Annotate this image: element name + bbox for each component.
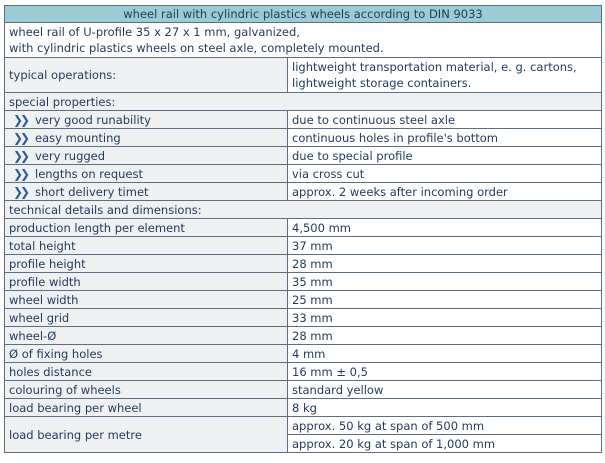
description-cell	[5, 23, 602, 58]
table-row	[5, 147, 602, 165]
feature-value: continuous holes in profile's bottom	[288, 129, 602, 147]
table-row	[5, 237, 602, 255]
spec-value: 28 mm	[288, 255, 602, 273]
spec-value: 16 mm ± 0,5	[288, 363, 602, 381]
feature-value: approx. 2 weeks after incoming order	[288, 183, 602, 201]
spec-value: 4,500 mm	[288, 219, 602, 237]
table-row	[5, 381, 602, 399]
spec-table	[4, 5, 602, 453]
spec-label: wheel-Ø	[5, 327, 288, 345]
feature-label-cell	[5, 147, 288, 165]
spec-label: production length per element	[5, 219, 288, 237]
typical-operations-row	[5, 58, 602, 93]
table-row	[5, 129, 602, 147]
table-row	[5, 255, 602, 273]
double-chevron-right-icon: ❯❯	[13, 148, 28, 163]
table-title: wheel rail with cylindric plastics wheels according to DIN 9033	[5, 6, 602, 23]
spec-label: colouring of wheels	[5, 381, 288, 399]
table-row	[5, 363, 602, 381]
spec-label: profile height	[5, 255, 288, 273]
technical-heading: technical details and dimensions:	[5, 201, 602, 219]
spec-label: holes distance	[5, 363, 288, 381]
title-row	[5, 6, 602, 23]
table-row	[5, 345, 602, 363]
double-chevron-right-icon: ❯❯	[13, 130, 28, 145]
feature-value: via cross cut	[288, 165, 602, 183]
spec-label: load bearing per wheel	[5, 399, 288, 417]
feature-label: very rugged	[35, 148, 106, 163]
spec-label: total height	[5, 237, 288, 255]
feature-label: short delivery timet	[35, 184, 149, 199]
spec-value: 8 kg	[288, 399, 602, 417]
description-row	[5, 23, 602, 58]
typical-operations-line-2: lightweight storage containers.	[292, 76, 472, 90]
technical-heading-row	[5, 201, 602, 219]
feature-label: lengths on request	[35, 166, 143, 181]
table-row	[5, 111, 602, 129]
feature-label: very good runability	[35, 112, 151, 127]
table-row	[5, 183, 602, 201]
load-per-metre-value-1: approx. 50 kg at span of 500 mm	[288, 417, 602, 435]
feature-label: easy mounting	[35, 130, 121, 145]
description-line-1: wheel rail of U-profile 35 x 27 x 1 mm, galvanized,	[9, 25, 300, 39]
spec-value: standard yellow	[288, 381, 602, 399]
spec-value: 37 mm	[288, 237, 602, 255]
feature-label-cell	[5, 165, 288, 183]
feature-label-cell	[5, 183, 288, 201]
typical-operations-value	[288, 58, 602, 93]
double-chevron-right-icon: ❯❯	[13, 166, 28, 181]
description-line-2: with cylindric plastics wheels on steel axle, completely mounted.	[9, 41, 384, 55]
spec-value: 33 mm	[288, 309, 602, 327]
spec-value: 4 mm	[288, 345, 602, 363]
typical-operations-line-1: lightweight transportation material, e. g. cartons,	[292, 60, 577, 74]
load-per-metre-value-2: approx. 20 kg at span of 1,000 mm	[288, 435, 602, 453]
table-row	[5, 399, 602, 417]
feature-value: due to special profile	[288, 147, 602, 165]
table-row	[5, 291, 602, 309]
table-row	[5, 219, 602, 237]
spec-value: 28 mm	[288, 327, 602, 345]
feature-value: due to continuous steel axle	[288, 111, 602, 129]
typical-operations-label: typical operations:	[5, 58, 288, 93]
spec-label: Ø of fixing holes	[5, 345, 288, 363]
table-row	[5, 309, 602, 327]
spec-label: wheel grid	[5, 309, 288, 327]
table-row	[5, 165, 602, 183]
spec-label: wheel width	[5, 291, 288, 309]
feature-label-cell	[5, 129, 288, 147]
table-row	[5, 327, 602, 345]
spec-label: profile width	[5, 273, 288, 291]
special-properties-heading: special properties:	[5, 93, 602, 111]
load-per-metre-label: load bearing per metre	[5, 417, 288, 453]
special-properties-heading-row	[5, 93, 602, 111]
spec-value: 35 mm	[288, 273, 602, 291]
double-chevron-right-icon: ❯❯	[13, 184, 28, 199]
double-chevron-right-icon: ❯❯	[13, 112, 28, 127]
table-row	[5, 273, 602, 291]
feature-label-cell	[5, 111, 288, 129]
spec-value: 25 mm	[288, 291, 602, 309]
table-row	[5, 417, 602, 435]
